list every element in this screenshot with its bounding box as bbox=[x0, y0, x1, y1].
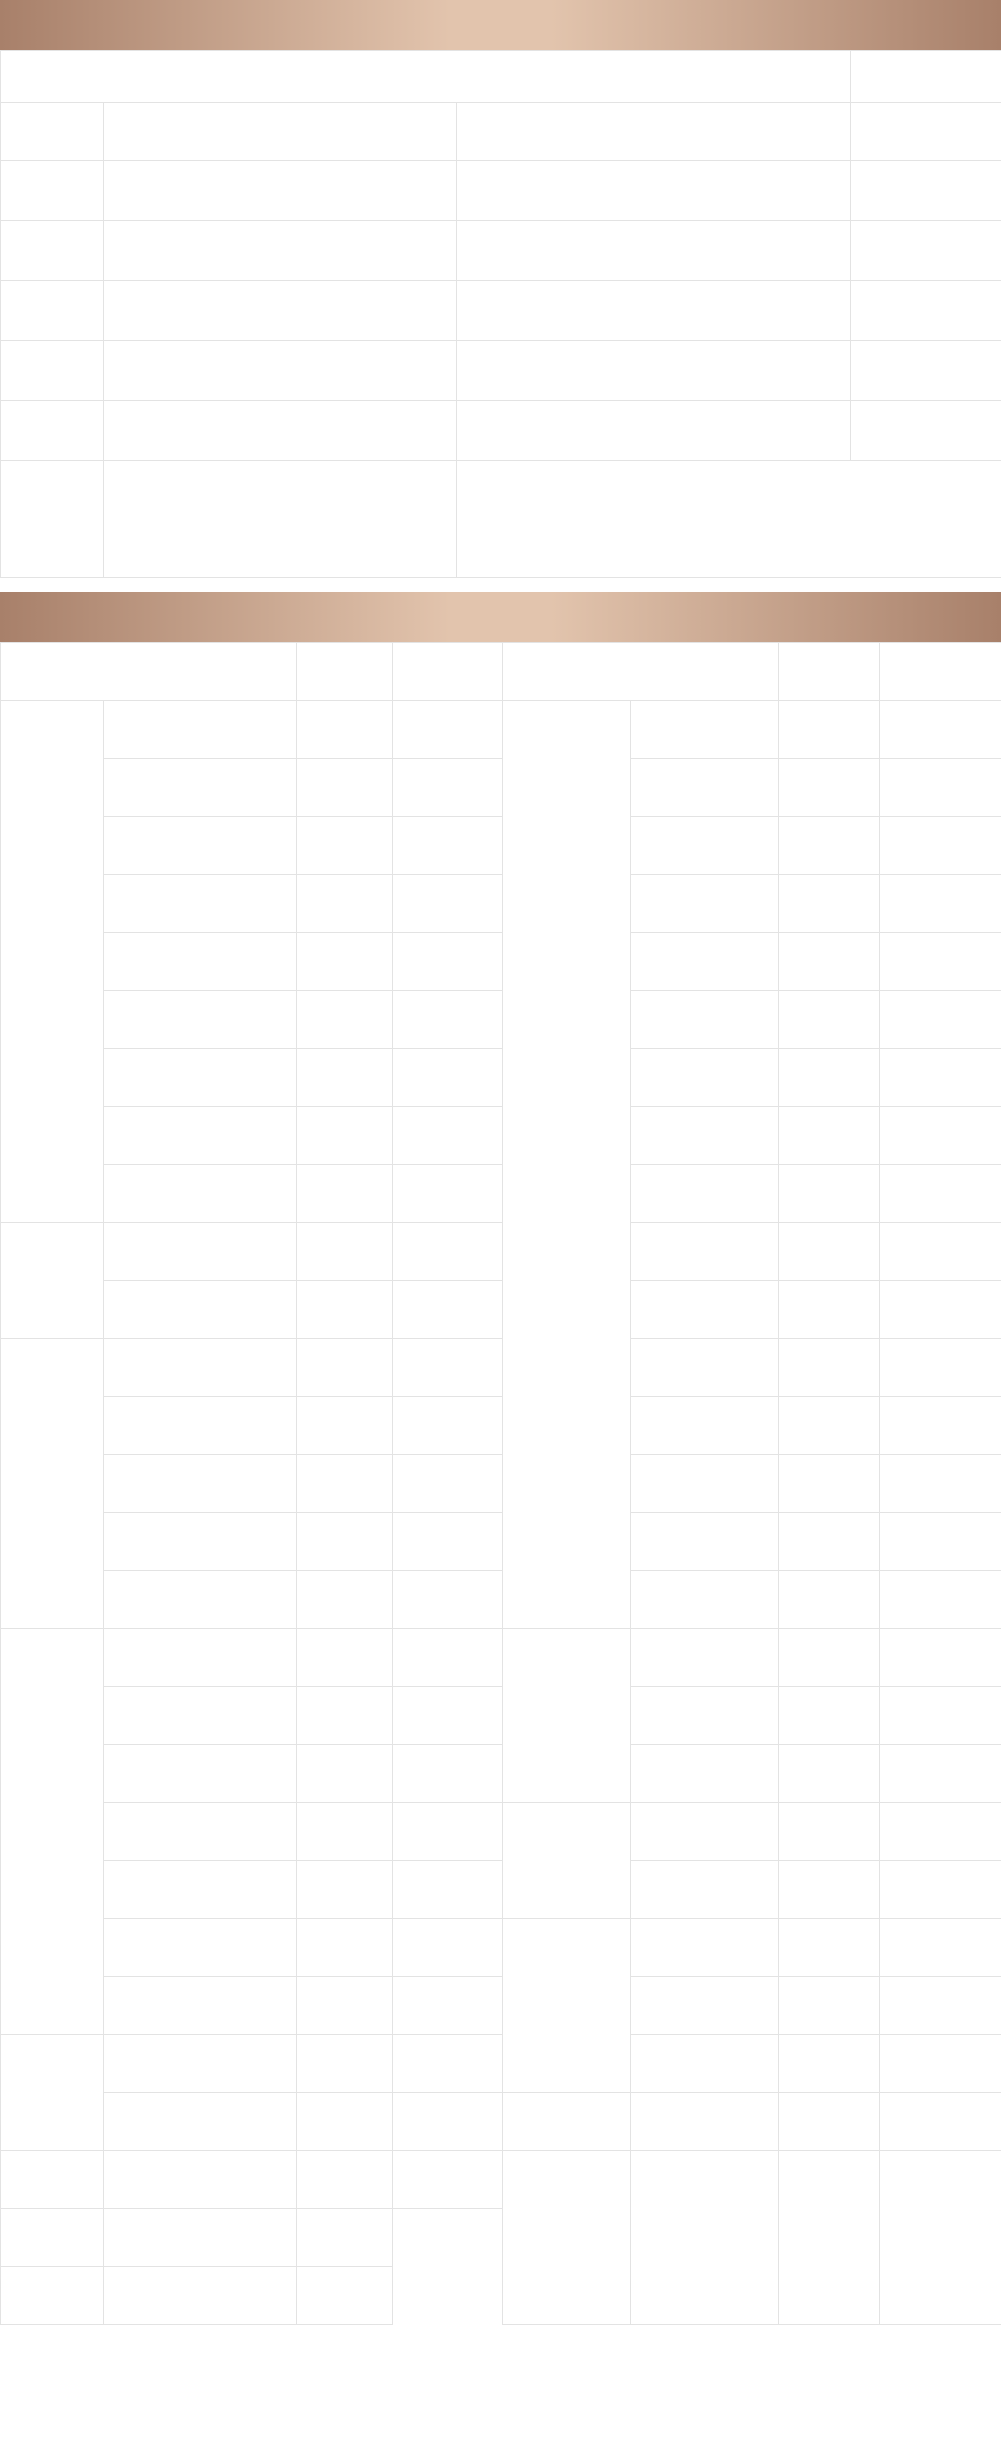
floor-label bbox=[1, 221, 104, 281]
option-price bbox=[393, 933, 503, 991]
option-name bbox=[631, 701, 779, 759]
option-unit bbox=[297, 1977, 393, 2035]
option-unit bbox=[779, 1745, 880, 1803]
option-price bbox=[393, 1455, 503, 1513]
install-price bbox=[851, 281, 1001, 341]
option-unit bbox=[779, 2035, 880, 2093]
option-price bbox=[880, 1977, 1001, 2035]
option-unit bbox=[297, 1107, 393, 1165]
price-320 bbox=[104, 161, 457, 221]
option-unit bbox=[779, 701, 880, 759]
options-row bbox=[1, 1049, 1001, 1107]
option-name bbox=[104, 1629, 297, 1687]
price-400 bbox=[457, 161, 851, 221]
option-unit bbox=[297, 933, 393, 991]
capacity-400 bbox=[457, 103, 851, 161]
option-price bbox=[393, 701, 503, 759]
config-label bbox=[1, 461, 104, 578]
group-mirror bbox=[1, 2151, 104, 2209]
option-name bbox=[104, 2151, 297, 2209]
option-price bbox=[880, 991, 1001, 1049]
option-name bbox=[631, 1513, 779, 1571]
option-price bbox=[880, 2035, 1001, 2093]
option-name bbox=[104, 1397, 297, 1455]
option-unit bbox=[779, 1629, 880, 1687]
group-civil bbox=[503, 2151, 631, 2325]
price-320 bbox=[104, 221, 457, 281]
option-price bbox=[393, 2035, 503, 2093]
basic-spec-title bbox=[0, 0, 1001, 50]
dash-cell bbox=[1, 103, 104, 161]
options-row bbox=[1, 1687, 1001, 1745]
options-row bbox=[1, 701, 1001, 759]
civil-unit bbox=[779, 2151, 880, 2325]
option-unit bbox=[779, 1513, 880, 1571]
option-unit bbox=[779, 1455, 880, 1513]
option-price bbox=[393, 1687, 503, 1745]
option-price bbox=[393, 1861, 503, 1919]
option-name bbox=[631, 1803, 779, 1861]
floor-price-row bbox=[1, 341, 1001, 401]
option-name bbox=[1, 2209, 104, 2267]
price-400 bbox=[457, 401, 851, 461]
option-price bbox=[880, 1339, 1001, 1397]
install-header bbox=[851, 51, 1001, 103]
option-unit bbox=[104, 2209, 297, 2267]
group-handrail bbox=[1, 2035, 104, 2151]
option-unit bbox=[297, 1049, 393, 1107]
option-unit bbox=[779, 1803, 880, 1861]
option-name bbox=[104, 1223, 297, 1281]
price-320 bbox=[104, 341, 457, 401]
option-price bbox=[880, 701, 1001, 759]
options-row bbox=[1, 991, 1001, 1049]
options-row bbox=[1, 1629, 1001, 1687]
option-unit bbox=[297, 991, 393, 1049]
option-price bbox=[880, 1513, 1001, 1571]
option-price bbox=[880, 1223, 1001, 1281]
option-price bbox=[880, 1049, 1001, 1107]
options-row bbox=[1, 1803, 1001, 1861]
option-unit bbox=[297, 1397, 393, 1455]
options-row bbox=[1, 1281, 1001, 1339]
price-header bbox=[1, 51, 851, 103]
option-name bbox=[104, 1513, 297, 1571]
option-price bbox=[880, 1745, 1001, 1803]
option-name bbox=[631, 2093, 779, 2151]
option-name bbox=[631, 1629, 779, 1687]
options-row bbox=[1, 1107, 1001, 1165]
option-unit bbox=[779, 991, 880, 1049]
option-name bbox=[104, 933, 297, 991]
option-name bbox=[631, 1339, 779, 1397]
option-unit bbox=[297, 1223, 393, 1281]
option-name bbox=[104, 1107, 297, 1165]
option-unit bbox=[297, 1281, 393, 1339]
option-unit bbox=[297, 817, 393, 875]
option-unit bbox=[779, 1107, 880, 1165]
option-price bbox=[393, 1281, 503, 1339]
group-cop bbox=[503, 1629, 631, 1803]
option-price bbox=[393, 1629, 503, 1687]
option-name bbox=[104, 1803, 297, 1861]
option-name bbox=[104, 1919, 297, 1977]
group-floor bbox=[1, 1223, 104, 1339]
option-price bbox=[393, 875, 503, 933]
option-name bbox=[631, 1049, 779, 1107]
group-roof bbox=[1, 701, 104, 1223]
option-price bbox=[297, 2209, 393, 2267]
option-unit bbox=[779, 933, 880, 991]
option-name bbox=[104, 1745, 297, 1803]
options-row bbox=[1, 1455, 1001, 1513]
floor-label bbox=[1, 161, 104, 221]
option-unit bbox=[779, 1397, 880, 1455]
option-unit bbox=[297, 759, 393, 817]
header-price bbox=[880, 643, 1001, 701]
option-price bbox=[880, 1687, 1001, 1745]
price-400 bbox=[457, 341, 851, 401]
option-unit bbox=[779, 759, 880, 817]
header-price bbox=[393, 643, 503, 701]
options-row bbox=[1, 1919, 1001, 1977]
option-price bbox=[393, 1165, 503, 1223]
option-price bbox=[393, 1223, 503, 1281]
option-unit bbox=[779, 1223, 880, 1281]
options-row bbox=[1, 1513, 1001, 1571]
option-name bbox=[631, 1571, 779, 1629]
option-name bbox=[631, 991, 779, 1049]
option-price bbox=[393, 991, 503, 1049]
option-price bbox=[297, 2267, 393, 2325]
header-item bbox=[1, 643, 297, 701]
options-row bbox=[1, 2151, 1001, 2209]
options-row bbox=[1, 1223, 1001, 1281]
option-price bbox=[393, 1513, 503, 1571]
option-price bbox=[393, 1571, 503, 1629]
option-unit bbox=[297, 1861, 393, 1919]
option-price bbox=[880, 1397, 1001, 1455]
options-row bbox=[1, 875, 1001, 933]
option-unit bbox=[297, 1339, 393, 1397]
options-row bbox=[1, 759, 1001, 817]
option-price bbox=[880, 1919, 1001, 1977]
group-landing bbox=[1, 1629, 104, 2035]
basic-spec-table bbox=[0, 50, 1001, 578]
option-unit bbox=[297, 1571, 393, 1629]
option-name bbox=[631, 759, 779, 817]
option-name bbox=[104, 1455, 297, 1513]
options-row bbox=[1, 1165, 1001, 1223]
option-price bbox=[880, 1629, 1001, 1687]
option-price bbox=[880, 759, 1001, 817]
price-320 bbox=[104, 401, 457, 461]
option-price bbox=[880, 875, 1001, 933]
option-unit bbox=[779, 1049, 880, 1107]
options-title bbox=[0, 592, 1001, 642]
option-unit bbox=[297, 1455, 393, 1513]
option-unit bbox=[779, 1861, 880, 1919]
option-name bbox=[104, 1281, 297, 1339]
option-name bbox=[631, 933, 779, 991]
install-price bbox=[851, 401, 1001, 461]
option-price bbox=[880, 1803, 1001, 1861]
option-name bbox=[104, 817, 297, 875]
civil-price bbox=[880, 2151, 1001, 2325]
option-name bbox=[631, 1687, 779, 1745]
option-price bbox=[880, 1861, 1001, 1919]
option-name bbox=[104, 1571, 297, 1629]
option-name bbox=[631, 1861, 779, 1919]
option-name bbox=[631, 875, 779, 933]
option-name bbox=[104, 2035, 297, 2093]
option-name bbox=[631, 817, 779, 875]
options-table bbox=[0, 642, 1001, 2325]
option-unit bbox=[297, 1513, 393, 1571]
group-car bbox=[1, 1339, 104, 1629]
option-name bbox=[104, 1687, 297, 1745]
options-row bbox=[1, 1397, 1001, 1455]
option-price bbox=[880, 1165, 1001, 1223]
civil-name bbox=[631, 2151, 779, 2325]
options-row bbox=[1, 2093, 1001, 2151]
options-row bbox=[1, 1861, 1001, 1919]
install-price bbox=[851, 341, 1001, 401]
option-name bbox=[631, 2035, 779, 2093]
header-unit bbox=[297, 643, 393, 701]
option-name bbox=[104, 991, 297, 1049]
option-price bbox=[880, 817, 1001, 875]
option-unit bbox=[779, 2093, 880, 2151]
option-unit bbox=[779, 1919, 880, 1977]
option-price bbox=[393, 759, 503, 817]
option-price bbox=[393, 1339, 503, 1397]
option-unit bbox=[297, 1687, 393, 1745]
group-hall bbox=[503, 1803, 631, 1919]
floor-price-row bbox=[1, 281, 1001, 341]
option-name bbox=[104, 1861, 297, 1919]
options-row bbox=[1, 1339, 1001, 1397]
option-name bbox=[631, 1107, 779, 1165]
floor-price-row bbox=[1, 221, 1001, 281]
option-unit bbox=[297, 2151, 393, 2209]
dash-cell bbox=[851, 103, 1001, 161]
option-name bbox=[1, 2267, 104, 2325]
option-unit bbox=[297, 701, 393, 759]
floor-label bbox=[1, 281, 104, 341]
option-name bbox=[631, 1397, 779, 1455]
option-name bbox=[631, 1223, 779, 1281]
config-text bbox=[457, 461, 1001, 578]
option-name bbox=[104, 701, 297, 759]
option-unit bbox=[297, 2093, 393, 2151]
options-row bbox=[1, 1977, 1001, 2035]
option-unit bbox=[779, 1687, 880, 1745]
option-price bbox=[880, 1107, 1001, 1165]
option-unit bbox=[297, 1745, 393, 1803]
option-name bbox=[104, 1339, 297, 1397]
option-price bbox=[393, 1397, 503, 1455]
option-name bbox=[104, 2093, 297, 2151]
option-unit bbox=[104, 2267, 297, 2325]
group-decor bbox=[503, 701, 631, 1629]
option-name bbox=[631, 1745, 779, 1803]
install-price bbox=[851, 221, 1001, 281]
price-400 bbox=[457, 281, 851, 341]
option-unit bbox=[297, 875, 393, 933]
option-price bbox=[393, 1803, 503, 1861]
option-name bbox=[104, 759, 297, 817]
option-unit bbox=[779, 1571, 880, 1629]
install-price bbox=[851, 161, 1001, 221]
option-unit bbox=[779, 817, 880, 875]
option-unit bbox=[297, 1803, 393, 1861]
option-name bbox=[104, 1165, 297, 1223]
option-price bbox=[393, 1107, 503, 1165]
option-name bbox=[104, 1977, 297, 2035]
floor-label bbox=[1, 341, 104, 401]
option-unit bbox=[779, 1339, 880, 1397]
option-unit bbox=[297, 1919, 393, 1977]
option-unit bbox=[297, 2035, 393, 2093]
option-price bbox=[880, 1571, 1001, 1629]
capacity-320 bbox=[104, 103, 457, 161]
options-header-row bbox=[1, 643, 1001, 701]
price-400 bbox=[457, 221, 851, 281]
option-unit bbox=[779, 1281, 880, 1339]
option-unit bbox=[779, 1977, 880, 2035]
option-price bbox=[393, 1745, 503, 1803]
option-price bbox=[393, 817, 503, 875]
option-name bbox=[631, 1165, 779, 1223]
model-name bbox=[104, 461, 457, 578]
floor-price-row bbox=[1, 401, 1001, 461]
group-ind bbox=[503, 1919, 631, 2093]
option-unit bbox=[779, 875, 880, 933]
option-unit bbox=[297, 1165, 393, 1223]
option-price bbox=[880, 2093, 1001, 2151]
option-name bbox=[631, 1919, 779, 1977]
group-fp bbox=[503, 2093, 631, 2151]
option-price bbox=[393, 1049, 503, 1107]
option-unit bbox=[779, 1165, 880, 1223]
option-name bbox=[631, 1977, 779, 2035]
option-price bbox=[880, 1455, 1001, 1513]
price-320 bbox=[104, 281, 457, 341]
options-row bbox=[1, 2035, 1001, 2093]
header-item bbox=[503, 643, 779, 701]
option-price bbox=[393, 2093, 503, 2151]
floor-price-row bbox=[1, 161, 1001, 221]
options-row bbox=[1, 1745, 1001, 1803]
header-unit bbox=[779, 643, 880, 701]
option-name bbox=[631, 1281, 779, 1339]
options-row bbox=[1, 817, 1001, 875]
option-name bbox=[631, 1455, 779, 1513]
option-unit bbox=[297, 1629, 393, 1687]
floor-label bbox=[1, 401, 104, 461]
option-price bbox=[880, 933, 1001, 991]
option-price bbox=[393, 1919, 503, 1977]
option-price bbox=[393, 2151, 503, 2209]
options-row bbox=[1, 933, 1001, 991]
option-price bbox=[880, 1281, 1001, 1339]
option-price bbox=[393, 1977, 503, 2035]
option-name bbox=[104, 875, 297, 933]
option-name bbox=[104, 1049, 297, 1107]
options-row bbox=[1, 1571, 1001, 1629]
